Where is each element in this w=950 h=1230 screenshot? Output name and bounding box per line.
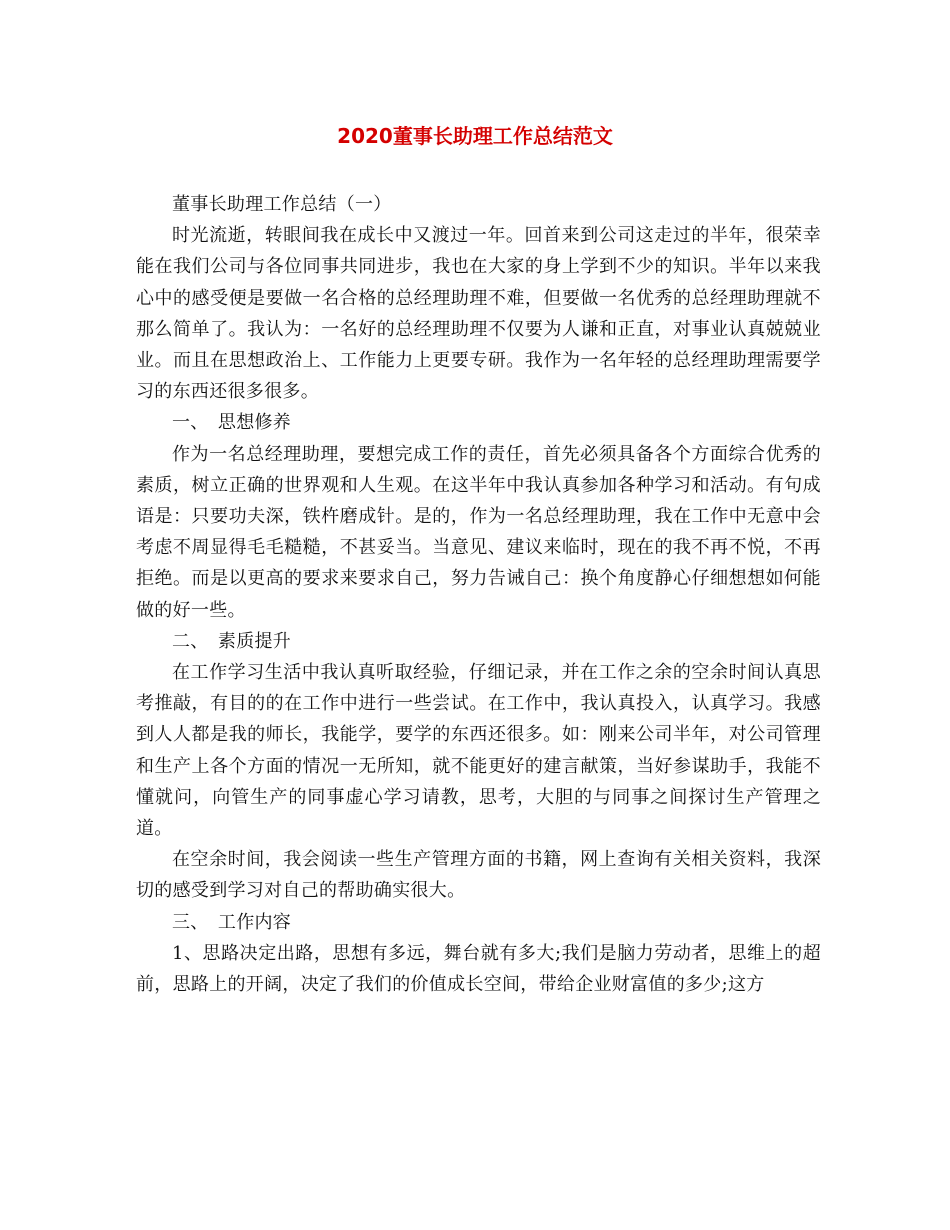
section-heading: 董事长助理工作总结（一） xyxy=(172,194,392,215)
section-heading: 三、 工作内容 xyxy=(172,911,292,933)
paragraph: 作为一名总经理助理，要想完成工作的责任，首先必须具备各个方面综合优秀的素质，树立正确的世界观和人生观。在这半年中我认真参加各种学习和活动。有句成语是：只要功夫深，铁杵磨成针。是的，作为一名总经理助理，我在工作中无意中会考虑不周显得毛毛糙糙，不甚妥当。当意见、建议来临时，现在的我不再不悦，不再拒绝。而是以更高的要求来要求自己，努力告诫自己：换个角度静心仔细想想如何能做的好一些。 xyxy=(136,443,821,621)
document-title: 2020董事长助理工作总结范文 xyxy=(337,124,613,148)
document-body xyxy=(136,189,821,1000)
paragraph: 在空余时间，我会阅读一些生产管理方面的书籍，网上查询有关相关资料，我深切的感受到学习对自己的帮助确实很大。 xyxy=(136,849,821,902)
paragraph: 1、思路决定出路，思想有多远，舞台就有多大;我们是脑力劳动者，思维上的超前，思路上的开阔，决定了我们的价值成长空间，带给企业财富值的多少;这方 xyxy=(136,942,821,996)
paragraph: 在工作学习生活中我认真听取经验，仔细记录，并在工作之余的空余时间认真思考推敲，有目的的在工作中进行一些尝试。在工作中，我认真投入，认真学习。我感到人人都是我的师长，我能学，要学的东西还很多。如：刚来公司半年，对公司管理和生产上各个方面的情况一无所知，就不能更好的建言献策，当好参谋助手，我能不懂就问，向管生产的同事虚心学习请教，思考，大胆的与同事之间探讨生产管理之道。 xyxy=(136,662,821,840)
section-heading: 二、 素质提升 xyxy=(172,630,292,652)
section-heading: 一、 思想修养 xyxy=(172,412,292,434)
paragraph: 时光流逝，转眼间我在成长中又渡过一年。回首来到公司这走过的半年，很荣幸能在我们公司与各位同事共同进步，我也在大家的身上学到不少的知识。半年以来我心中的感受便是要做一名合格的总经理助理不难，但要做一名优秀的总经理助理就不那么简单了。我认为：一名好的总经理助理不仅要为人谦和正直，对事业认真兢兢业业。而且在思想政治上、工作能力上更要专研。我作为一名年轻的总经理助理需要学习的东西还很多很多。 xyxy=(136,225,821,403)
